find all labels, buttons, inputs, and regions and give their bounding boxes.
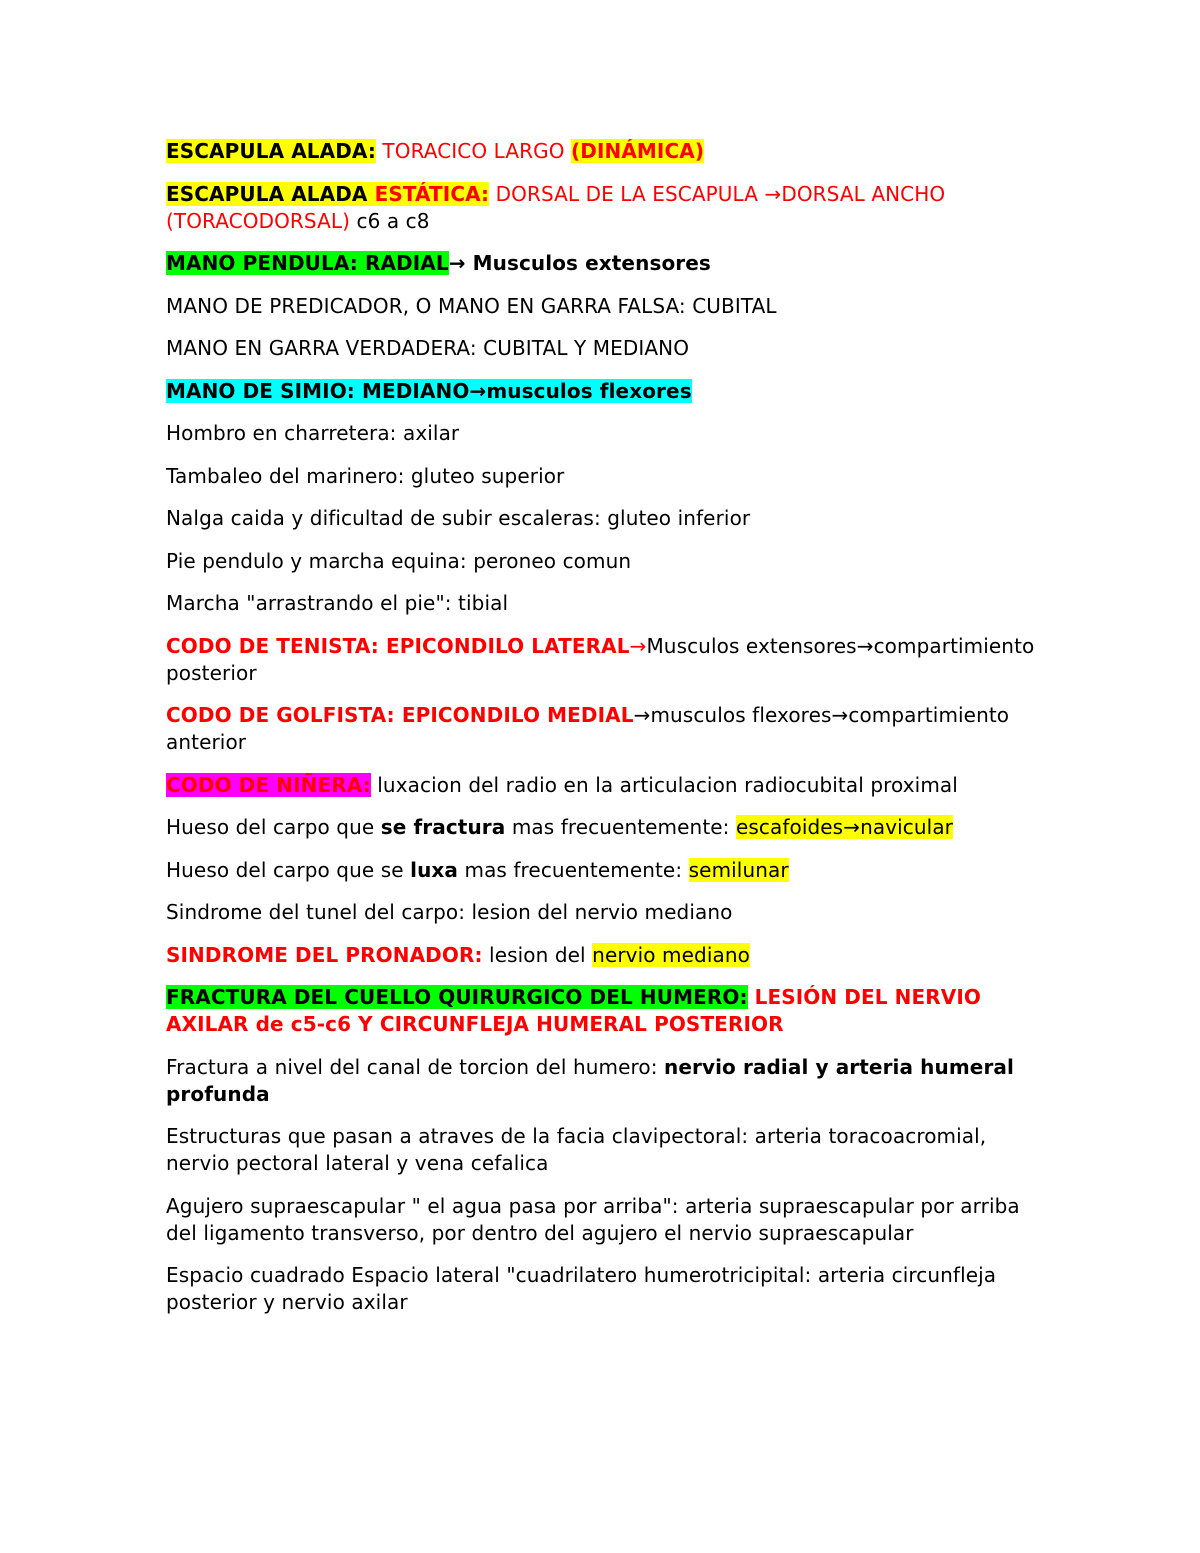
term-escapula-alada-2: ESCAPULA ALADA	[166, 181, 368, 206]
paragraph-espacio-cuadrado	[166, 1262, 1036, 1316]
paragraph-escapula-alada-estatica	[166, 181, 1036, 235]
text-hueso-carpo: Hueso del carpo que	[166, 815, 381, 839]
arrow-icon: →	[843, 815, 861, 839]
text-lesion-nervio-axilar: LESIÓN DEL NERVIO AXILAR de c5-c6 Y CIRCUNFLEJA HUMERAL POSTERIOR	[166, 985, 981, 1036]
muscles-extensores: Musculos extensores	[465, 251, 711, 275]
nerve-toracico-largo: TORACICO LARGO	[375, 139, 572, 163]
paragraph-mano-pendula	[166, 250, 1036, 277]
term-fractura-cuello-quirurgico: FRACTURA DEL CUELLO QUIRURGICO DEL HUMERO:	[166, 985, 748, 1009]
text-luxacion-radio: luxacion del radio en la articulacion radiocubital proximal	[370, 772, 958, 797]
paragraph-marcha-arrastrando	[166, 590, 1036, 617]
paragraph-fractura-cuello	[166, 984, 1036, 1038]
term-mano-simio: MANO DE SIMIO: MEDIANO	[166, 378, 470, 403]
paragraph-codo-ninera	[166, 772, 1036, 799]
arrow-icon: →	[469, 378, 487, 403]
paragraph-agujero-supraescapular	[166, 1193, 1036, 1247]
paragraph-sindrome-pronador	[166, 942, 1036, 969]
text-tunel-carpo: Sindrome del tunel del carpo: lesion del nervio mediano	[166, 900, 733, 924]
term-se-fractura: se fractura	[380, 815, 506, 839]
paragraph-mano-predicador	[166, 293, 1036, 320]
text-mano-predicador: MANO DE PREDICADOR, O MANO EN GARRA FALSA: CUBITAL	[166, 293, 777, 318]
paragraph-escapula-alada	[166, 138, 1036, 165]
text-mas-frecuentemente: mas frecuentemente:	[505, 815, 736, 839]
text-lesion-del: lesion del	[482, 942, 593, 967]
arrow-icon: →	[448, 251, 466, 275]
paragraph-pie-pendulo	[166, 548, 1036, 575]
arrow-icon: →	[764, 181, 782, 206]
bone-semilunar: semilunar	[688, 857, 789, 882]
nerve-dorsal-ancho: DORSAL ANCHO (TORACODORSAL)	[166, 181, 946, 233]
paragraph-codo-golfista	[166, 702, 1036, 756]
text-nalga-caida: Nalga caida y dificultad de subir escaleras: gluteo inferior	[166, 506, 751, 530]
term-escapula-alada: ESCAPULA ALADA:	[166, 139, 376, 163]
paragraph-facia-clavipectoral	[166, 1123, 1036, 1177]
bone-escafoides: escafoides	[735, 815, 844, 839]
text-hueso-carpo-2: Hueso del carpo que se	[166, 857, 411, 882]
text-agujero-supraescapular: Agujero supraescapular " el agua pasa por arriba": arteria supraescapular por arriba del ligamento transverso, por dentro del agujero el nervio supraescapular	[166, 1193, 1020, 1245]
term-luxa: luxa	[410, 857, 459, 882]
bone-navicular: navicular	[860, 815, 953, 839]
text-tambaleo-marinero: Tambaleo del marinero: gluteo superior	[166, 463, 565, 488]
paragraph-hombro-charretera	[166, 420, 1036, 447]
text-nervio-radial-arteria: nervio radial y arteria humeral profunda	[166, 1054, 1014, 1106]
text-hombro-charretera: Hombro en charretera: axilar	[166, 421, 460, 445]
paragraph-mano-simio	[166, 378, 1036, 405]
paragraph-mano-garra-verdadera	[166, 335, 1036, 362]
paragraph-tunel-carpo	[166, 899, 1036, 926]
arrow-icon: →	[856, 633, 874, 658]
paragraph-tambaleo-marinero	[166, 463, 1036, 490]
text-facia-clavipectoral: Estructuras que pasan a atraves de la facia clavipectoral: arteria toracoacromial, nervio pectoral lateral y vena cefalica	[166, 1124, 987, 1175]
text-pie-pendulo: Pie pendulo y marcha equina: peroneo comun	[166, 548, 632, 573]
text-fractura-canal: Fractura a nivel del canal de torcion del humero:	[166, 1054, 664, 1079]
term-mano-pendula: MANO PENDULA: RADIAL	[166, 251, 449, 275]
term-codo-ninera: CODO DE NIÑERA:	[166, 772, 371, 797]
paragraph-codo-tenista	[166, 633, 1036, 687]
muscles-flexores-codo: musculos flexores	[650, 703, 832, 727]
compartment-anterior: compartimiento anterior	[166, 703, 1010, 754]
compartment-posterior: compartimiento posterior	[166, 633, 1035, 685]
roots-c6-c8: c6 a c8	[350, 208, 430, 233]
label-estatica: ESTÁTICA:	[367, 181, 490, 206]
arrow-icon: →	[633, 703, 651, 727]
nerve-mediano: nervio mediano	[592, 942, 750, 967]
muscles-extensores-codo: Musculos extensores	[646, 633, 857, 658]
paragraph-fractura-canal-torcion	[166, 1054, 1036, 1108]
document-body	[166, 138, 1036, 1332]
paragraph-hueso-fractura	[166, 814, 1036, 841]
text-mas-frecuentemente-2: mas frecuentemente:	[458, 857, 689, 882]
text-espacio-cuadrado: Espacio cuadrado Espacio lateral "cuadrilatero humerotricipital: arteria circunfleja posterior y nervio axilar	[166, 1263, 997, 1314]
muscles-flexores: musculos flexores	[486, 378, 692, 403]
arrow-icon: →	[831, 703, 849, 727]
term-sindrome-pronador: SINDROME DEL PRONADOR:	[166, 942, 483, 967]
label-dinamica: (DINÁMICA)	[571, 139, 705, 163]
term-codo-tenista: CODO DE TENISTA: EPICONDILO LATERAL	[166, 633, 630, 658]
paragraph-nalga-caida	[166, 505, 1036, 532]
nerve-dorsal-escapula: DORSAL DE LA ESCAPULA	[489, 181, 765, 206]
arrow-icon: →	[629, 633, 647, 658]
text-mano-garra-verdadera: MANO EN GARRA VERDADERA: CUBITAL Y MEDIANO	[166, 336, 690, 360]
text-marcha-arrastrando: Marcha "arrastrando el pie": tibial	[166, 591, 509, 615]
term-codo-golfista: CODO DE GOLFISTA: EPICONDILO MEDIAL	[166, 703, 634, 727]
paragraph-hueso-luxa	[166, 857, 1036, 884]
